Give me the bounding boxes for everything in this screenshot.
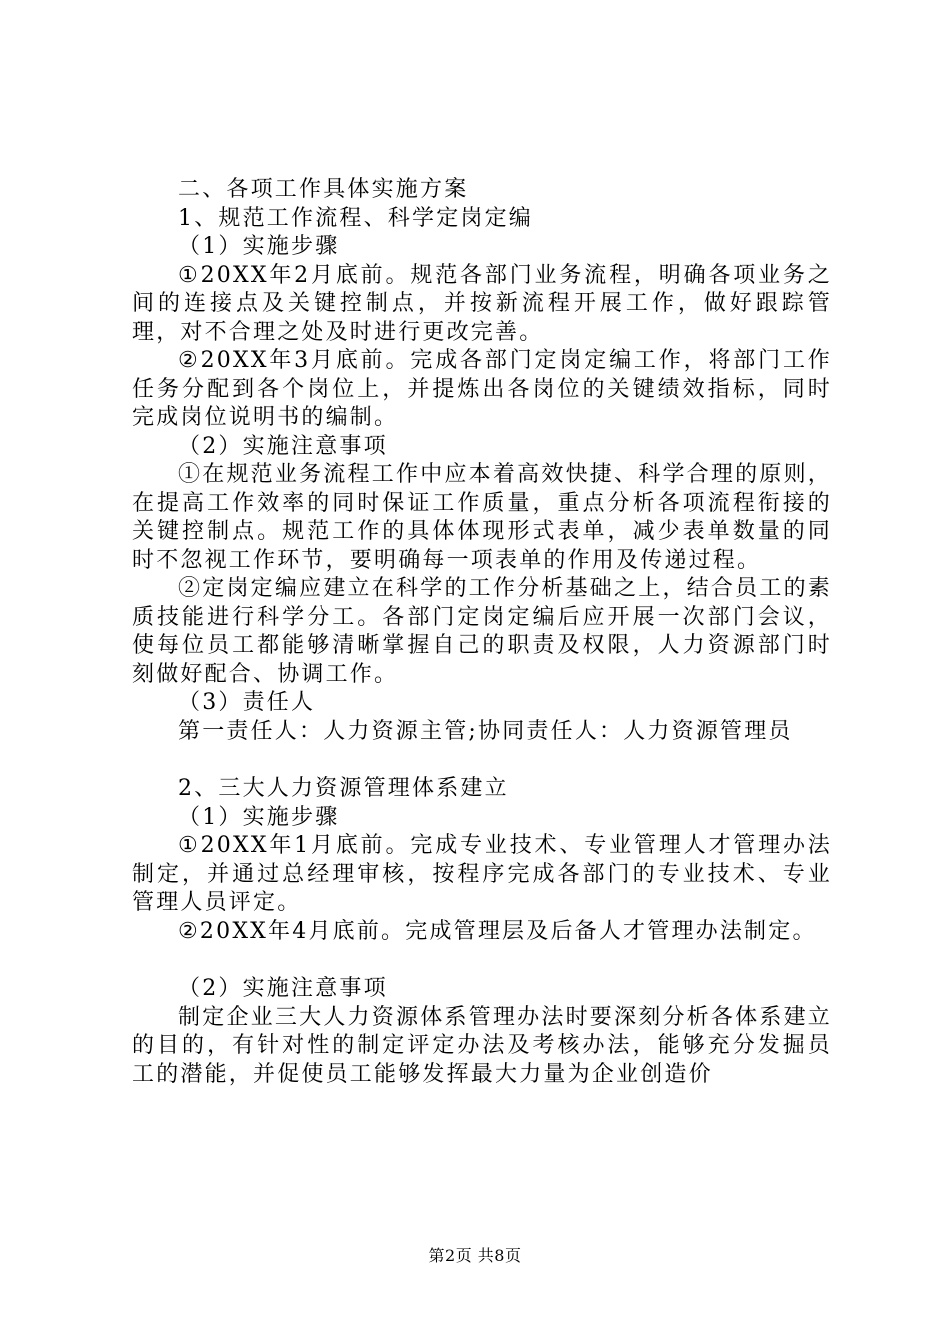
section1-responsible-title: （3）责任人: [178, 690, 316, 715]
section1-note1: ①在规范业务流程工作中应本着高效快捷、科学合理的原则，在提高工作效率的同时保证工作质量，重点分析各项流程衔接的关键控制点。规范工作的具体体现形式表单，减少表单数量的同时不忽视工作环节，要明确每一项表单的作用及传递过程。: [132, 462, 832, 573]
paragraph-gap: [132, 946, 832, 975]
section1-title: 1、规范工作流程、科学定岗定编: [178, 205, 533, 231]
section1-notes-title: （2）实施注意事项: [178, 433, 388, 459]
page-number: 第2页 共8页: [428, 1246, 522, 1265]
section2-notes-title: （2）实施注意事项: [178, 976, 388, 1001]
section2-steps-title: （1）实施步骤: [178, 804, 340, 830]
section2-note1: 制定企业三大人力资源体系管理办法时要深刻分析各体系建立的目的，有针对性的制定评定办法及考核办法，能够充分发掘员工的潜能，并促使员工能够发挥最大力量为企业创造价: [132, 1004, 832, 1087]
section2-title: 2、三大人力资源管理体系建立: [178, 776, 509, 801]
section2-step1: ①20XX年1月底前。完成专业技术、专业管理人才管理办法制定，并通过总经理审核，按程序完成各部门的专业技术、专业管理人员评定。: [132, 833, 832, 915]
document-body: [132, 176, 832, 1089]
section1-steps-title: （1）实施步骤: [178, 234, 340, 259]
section2-step2: ②20XX年4月底前。完成管理层及后备人才管理办法制定。: [178, 918, 817, 944]
section1-step1: ①20XX年2月底前。规范各部门业务流程，明确各项业务之间的连接点及关键控制点，并按新流程开展工作，做好跟踪管理，对不合理之处及时进行更改完善。: [132, 262, 832, 345]
section1-step2: ②20XX年3月底前。完成各部门定岗定编工作，将部门工作任务分配到各个岗位上，并提炼出各岗位的关键绩效指标，同时完成岗位说明书的编制。: [132, 348, 832, 430]
section1-note2: ②定岗定编应建立在科学的工作分析基础之上，结合员工的素质技能进行科学分工。各部门定岗定编后应开展一次部门会议，使每位员工都能够清晰掌握自己的职责及权限，人力资源部门时刻做好配合、协调工作。: [132, 576, 832, 687]
section1-responsible: 第一责任人：人力资源主管;协同责任人：人力资源管理员: [178, 718, 793, 744]
paragraph-gap: [132, 746, 832, 775]
section-heading: 二、各项工作具体实施方案: [178, 177, 469, 202]
